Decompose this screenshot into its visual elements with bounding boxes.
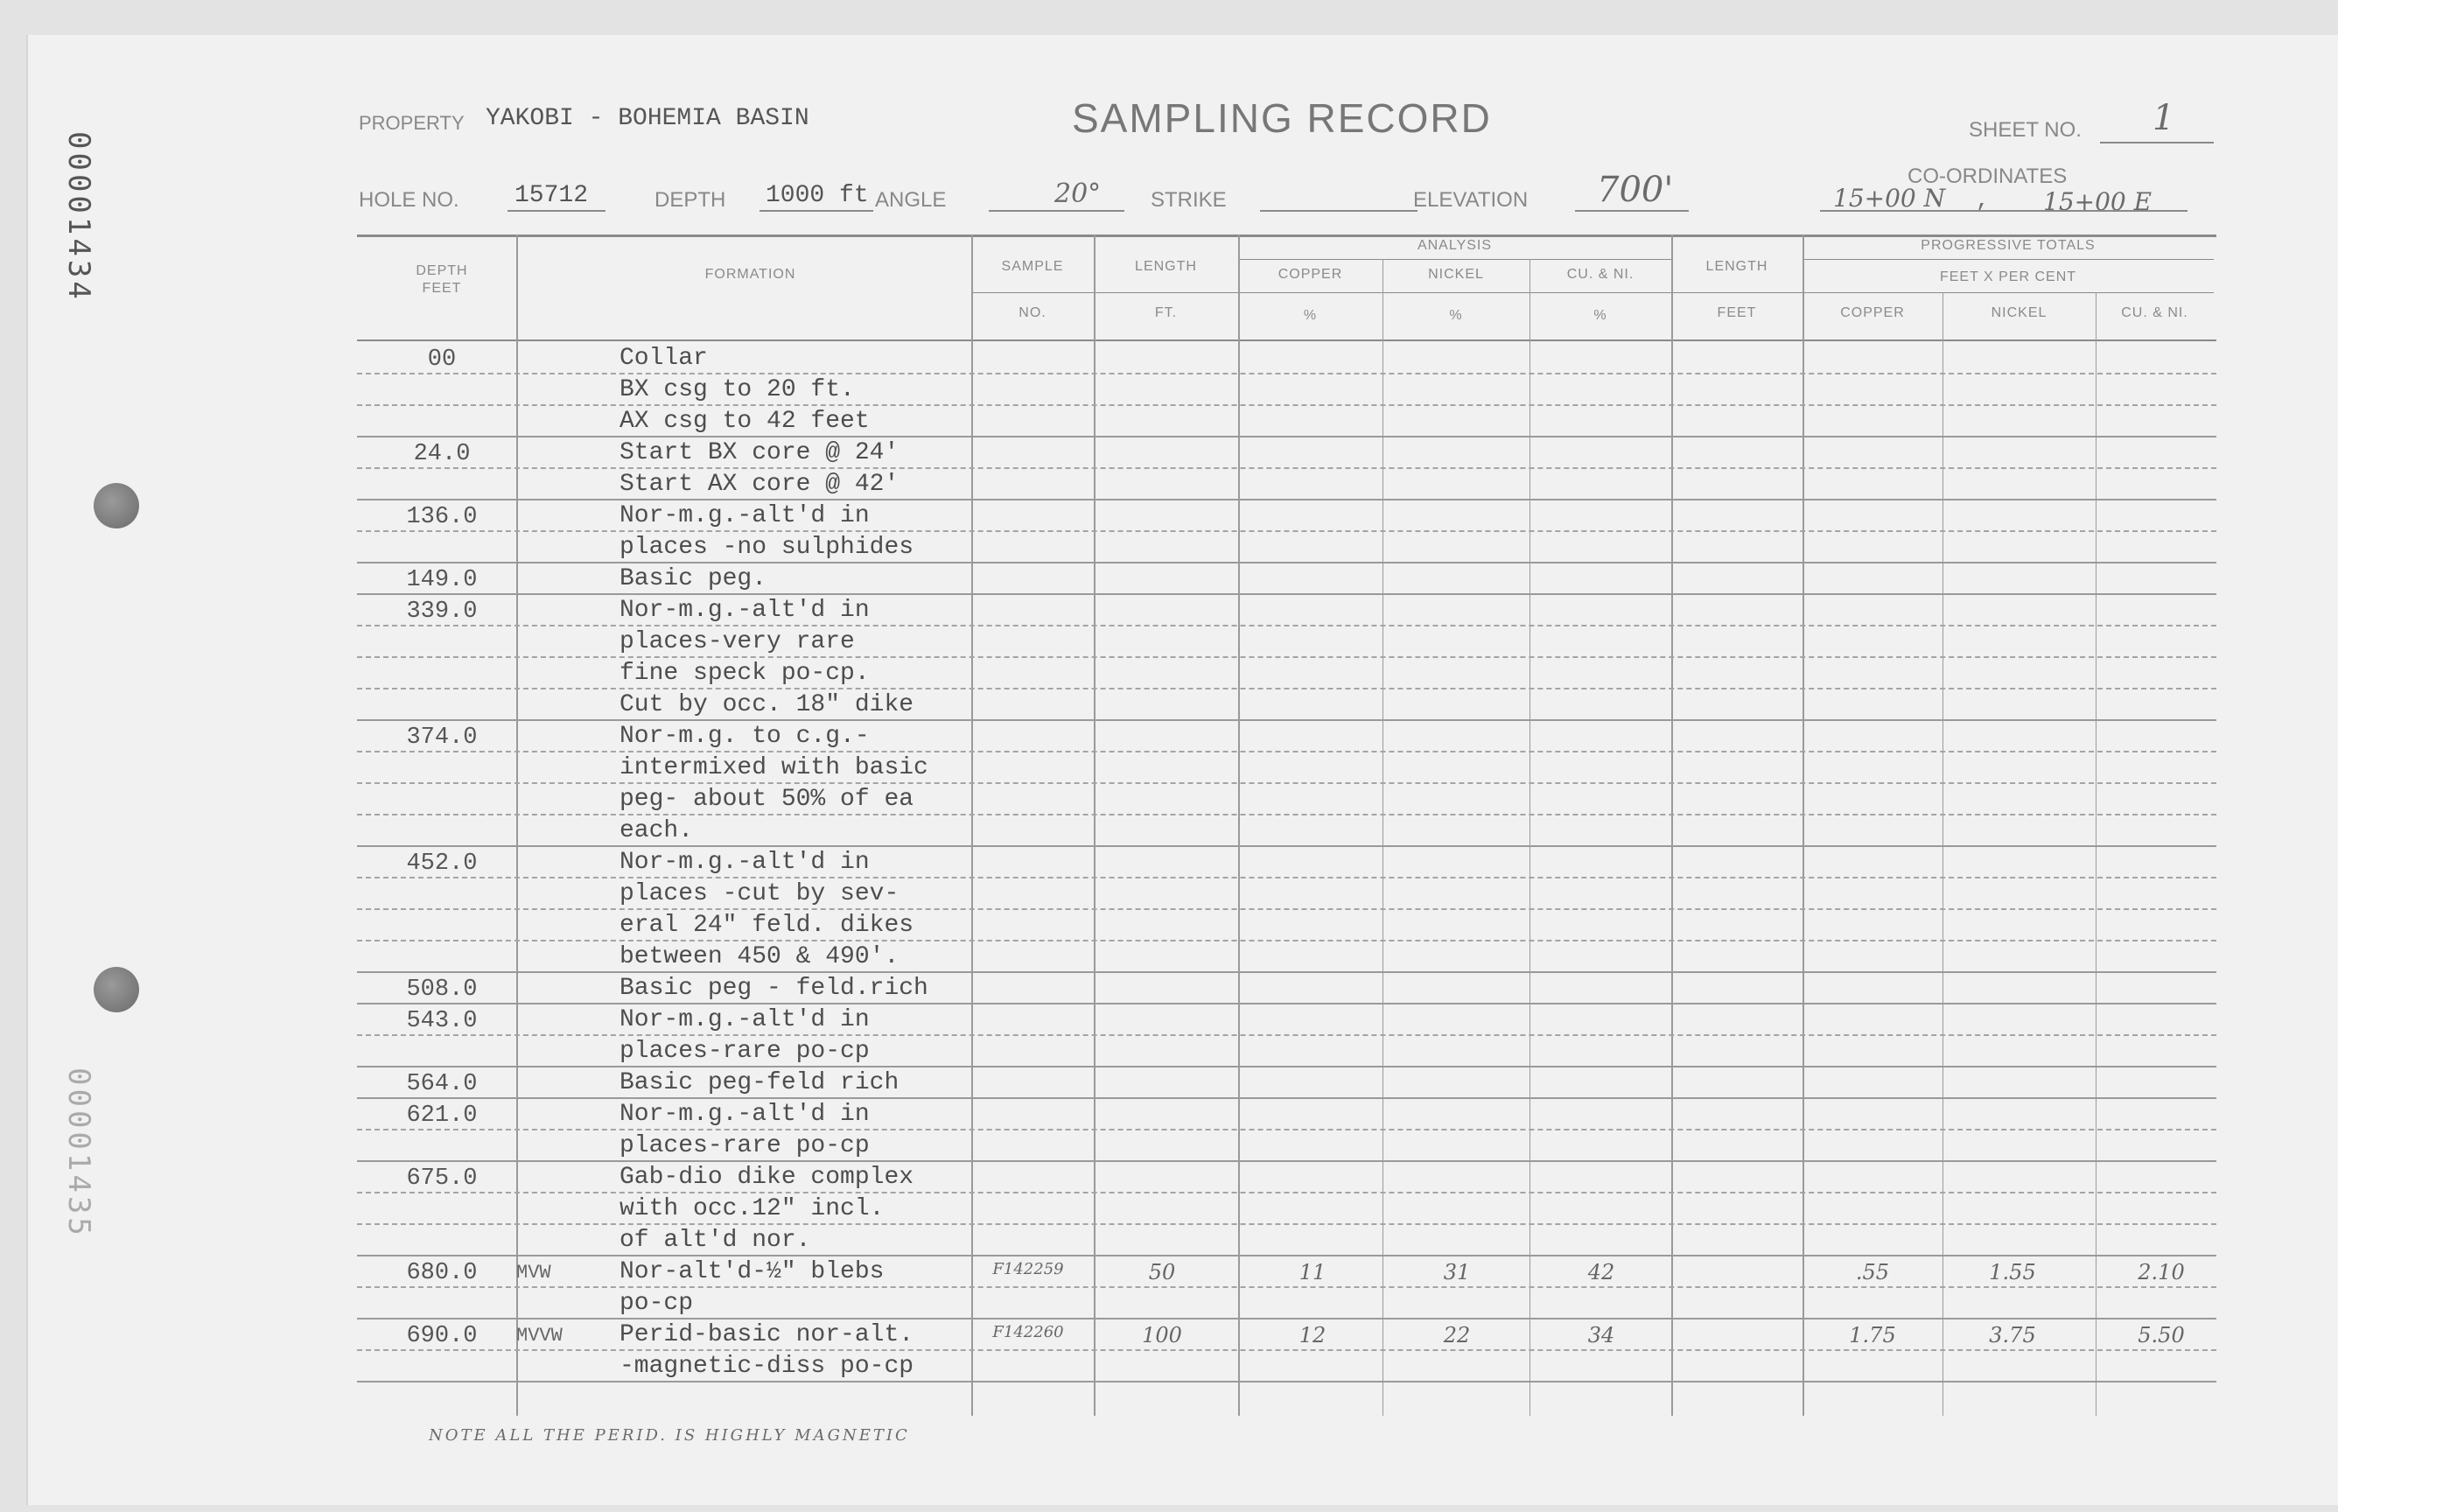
coordinates-label: CO-ORDINATES [1908, 164, 2068, 188]
formation-line: Basic peg-feld rich [620, 1069, 900, 1096]
depth-value: 508.0 [406, 976, 478, 1003]
formation-line: Basic peg - feld.rich [620, 975, 928, 1002]
hole-value: 15712 [514, 182, 589, 209]
cell-p-copper: .55 [1855, 1260, 1890, 1284]
coordinate-1: 15+00 N [1833, 184, 1946, 213]
row-rule [357, 656, 2216, 658]
row-rule [357, 1223, 2216, 1225]
row-rule [357, 751, 2216, 752]
strike-label: STRIKE [1151, 188, 1227, 212]
cell-nickel: 31 [1443, 1260, 1471, 1284]
row-rule [357, 1349, 2216, 1351]
depth-value: 339.0 [406, 598, 478, 625]
elevation-label: ELEVATION [1413, 188, 1529, 212]
side-stamp-faded: 00001435 [61, 1068, 96, 1239]
depth-value: 543.0 [406, 1008, 478, 1034]
punch-hole [94, 483, 139, 528]
formation-line: Collar [620, 345, 708, 372]
formation-line: Gab-dio dike complex [620, 1164, 914, 1191]
cell-sample: F142260 [992, 1323, 1064, 1341]
cell-length: 100 [1142, 1323, 1182, 1348]
formation-line: Start BX core @ 24' [620, 439, 900, 466]
formation-line: AX csg to 42 feet [620, 408, 870, 435]
formation-line: Nor-alt'd-½" blebs [620, 1258, 885, 1285]
row-rule [357, 436, 2216, 438]
footnote: NOTE ALL THE PERID. IS HIGHLY MAGNETIC [429, 1426, 910, 1445]
col-progressive-header: PROGRESSIVE TOTALS [1921, 238, 2096, 253]
formation-line: eral 24" feld. dikes [620, 912, 914, 939]
row-rule [357, 499, 2216, 500]
punch-hole [94, 967, 139, 1012]
col-formation-header: FORMATION [704, 267, 796, 282]
coordinate-2: 15+00 E [2043, 187, 2152, 216]
formation-line: places-very rare [620, 628, 855, 655]
row-rule [357, 1066, 2216, 1068]
formation-line: with occ.12" incl. [620, 1195, 885, 1222]
row-rule [357, 1255, 2216, 1256]
col-length-ft: FT. [1154, 305, 1178, 320]
formation-line: places-rare po-cp [620, 1132, 870, 1159]
depth-value: 680.0 [406, 1260, 478, 1286]
depth-value: 374.0 [406, 724, 478, 751]
angle-value: 20° [1054, 178, 1102, 209]
rock-code: MVVW [516, 1325, 563, 1347]
row-rule [357, 877, 2216, 878]
formation-line: places-rare po-cp [620, 1038, 870, 1065]
depth-value: 1000 ft [766, 182, 869, 209]
row-rule [357, 940, 2216, 942]
col-cuni-header: CU. & NI. [1566, 267, 1634, 282]
cell-sample: F142259 [992, 1260, 1064, 1278]
depth-label: DEPTH [654, 188, 726, 212]
col-length-header: LENGTH [1135, 259, 1197, 274]
formation-line: Nor-m.g. to c.g.- [620, 723, 870, 750]
row-rule [357, 719, 2216, 721]
formation-line: Cut by occ. 18" dike [620, 691, 914, 718]
col-feet-x-pct: FEET X PER CENT [1939, 270, 2077, 284]
row-rule [357, 1381, 2216, 1382]
formation-line: Nor-m.g.-alt'd in [620, 1101, 870, 1128]
cell-length: 50 [1148, 1260, 1176, 1284]
cell-p-copper: 1.75 [1849, 1323, 1896, 1348]
row-rule [357, 1192, 2216, 1194]
cell-p-nickel: 3.75 [1989, 1323, 2036, 1348]
row-rule [357, 971, 2216, 973]
col-sample-header: SAMPLE [1001, 259, 1064, 274]
sheet-label: SHEET NO. [1969, 118, 2082, 142]
depth-value: 149.0 [406, 567, 478, 593]
angle-label: ANGLE [875, 188, 947, 212]
formation-line: po-cp [620, 1290, 694, 1317]
cell-cuni: 42 [1587, 1260, 1615, 1284]
row-rule [357, 814, 2216, 816]
row-rule [357, 562, 2216, 564]
formation-line: Basic peg. [620, 565, 767, 592]
row-rule [357, 404, 2216, 406]
formation-line: intermixed with basic [620, 754, 928, 781]
col-feet: FEET [1717, 305, 1757, 320]
row-rule [357, 467, 2216, 469]
formation-line: between 450 & 490'. [620, 943, 900, 970]
formation-line: Nor-m.g.-alt'd in [620, 1006, 870, 1033]
formation-line: each. [620, 817, 694, 844]
cell-copper: 11 [1298, 1260, 1326, 1284]
depth-value: 00 [427, 346, 457, 373]
row-rule [357, 625, 2216, 626]
formation-line: Nor-m.g.-alt'd in [620, 502, 870, 529]
cell-p-cuni: 5.50 [2138, 1323, 2185, 1348]
elevation-value: 700' [1597, 170, 1674, 210]
row-rule [357, 908, 2216, 910]
row-rule [357, 530, 2216, 532]
depth-value: 690.0 [406, 1323, 478, 1349]
row-rule [357, 1160, 2216, 1162]
cell-copper: 12 [1298, 1323, 1326, 1348]
cell-nickel: 22 [1443, 1323, 1471, 1348]
sampling-record-sheet [26, 35, 2338, 1505]
row-rule [357, 1034, 2216, 1036]
cell-p-cuni: 2.10 [2138, 1260, 2185, 1284]
property-label: PROPERTY [359, 112, 465, 134]
depth-value: 564.0 [406, 1071, 478, 1097]
row-rule [357, 373, 2216, 374]
cell-p-nickel: 1.55 [1989, 1260, 2036, 1284]
row-rule [357, 1097, 2216, 1099]
col-length2-header: LENGTH [1705, 259, 1768, 274]
formation-line: Start AX core @ 42' [620, 471, 900, 498]
depth-value: 452.0 [406, 850, 478, 877]
formation-line: Nor-m.g.-alt'd in [620, 597, 870, 624]
depth-value: 675.0 [406, 1166, 478, 1192]
row-rule [357, 782, 2216, 784]
row-rule [357, 1286, 2216, 1288]
hole-label: HOLE NO. [359, 188, 459, 212]
col-nickel-header: NICKEL [1428, 267, 1484, 282]
formation-line: BX csg to 20 ft. [620, 376, 855, 403]
property-value: YAKOBI - BOHEMIA BASIN [486, 105, 809, 132]
col-analysis-header: ANALYSIS [1417, 238, 1493, 253]
row-rule [357, 593, 2216, 595]
col-copper-header: COPPER [1278, 267, 1343, 282]
depth-value: 136.0 [406, 504, 478, 530]
row-rule [357, 845, 2216, 847]
sheet-value: 1 [2152, 98, 2175, 138]
col-sample-no: NO. [1018, 305, 1046, 320]
formation-line: peg- about 50% of ea [620, 786, 914, 813]
row-rule [357, 688, 2216, 690]
row-rule [357, 1318, 2216, 1320]
page-title: SAMPLING RECORD [1072, 95, 1492, 141]
formation-line: Nor-m.g.-alt'd in [620, 849, 870, 876]
formation-line: fine speck po-cp. [620, 660, 870, 687]
formation-line: Perid-basic nor-alt. [620, 1321, 914, 1348]
formation-line: -magnetic-diss po-cp [620, 1353, 914, 1380]
row-rule [357, 1003, 2216, 1004]
rock-code: MVW [516, 1262, 551, 1284]
formation-line: of alt'd nor. [620, 1227, 811, 1254]
formation-line: places -no sulphides [620, 534, 914, 561]
row-rule [357, 1129, 2216, 1130]
cell-cuni: 34 [1587, 1323, 1615, 1348]
side-stamp: 00001434 [61, 131, 96, 303]
scan-margin [2338, 0, 2450, 1512]
formation-line: places -cut by sev- [620, 880, 900, 907]
depth-value: 24.0 [413, 441, 471, 467]
col-depth-header: DEPTH FEET [416, 263, 468, 296]
depth-value: 621.0 [406, 1102, 478, 1129]
